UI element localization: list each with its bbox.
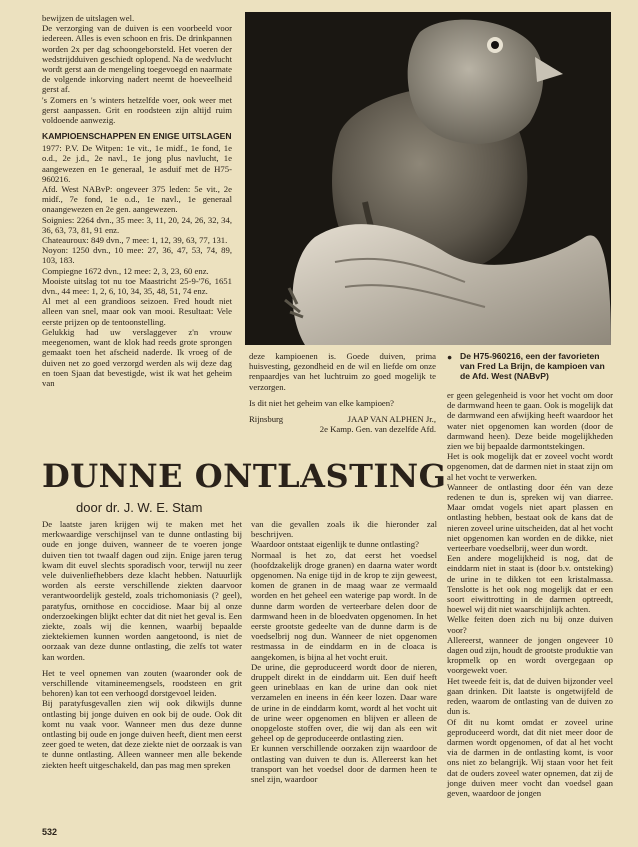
caption-text: De H75-960216, een der favorieten van Fred La Brijn, de kampioen van de Afd. West (NABvP) bbox=[460, 351, 605, 381]
article-paragraph: Het te veel opnemen van zouten (waaronder ook de verschillende vitamineemengsels, roodsteen en grit behoren) kan tot een verhoogd dorstgevoel leiden. bbox=[42, 667, 242, 699]
result-line: Chateauroux: 849 dvn., 7 mee: 1, 12, 39, 63, 77, 131. bbox=[42, 235, 228, 246]
article-column-3 bbox=[447, 390, 613, 842]
article-paragraph: Of dit nu komt omdat er zoveel urine geproduceerd wordt, dat dit niet meer door de darmen wordt opgenomen, of dat al het vocht via de darmen in de ontlasting komt, is voor ons niet zo belangrijk. Wij staan voor het feit dat de ouders zoveel water opnemen, dat zij de jonge duiven meer vocht dan voedsel gaan geven, waardoor de jongen bbox=[447, 716, 613, 798]
intro-paragraph: 's Zomers en 's winters hetzelfde voer, ook weer met gerst aanpassen. Grit en roodsteen zijn altijd ruim voldoende aanwezig. bbox=[42, 94, 232, 126]
article-column-1 bbox=[42, 519, 242, 824]
article-column-2 bbox=[251, 519, 437, 841]
top-left-column bbox=[42, 13, 232, 446]
result-line: Gelukkig had uw verslaggever z'n vrouw meegenomen, want de klok had reeds grote sprongen gemaakt toen het afscheid naderde. Ik vroeg of de duiven net zo goed verzorgd werden als wij deze dag en toen Sjaan dat bevestigde, wist ik wat het geheim van bbox=[42, 326, 232, 388]
result-line: Mooiste uitslag tot nu toe Maastricht 25-9-'76, 1651 dvn., 44 mee: 1, 2, 6, 10, 34, 35, 48, 51, 74 enz. bbox=[42, 275, 232, 297]
article-paragraph: van die gevallen zoals ik die hieronder zal beschrijven. bbox=[251, 519, 437, 540]
intro-paragraph: De verzorging van de duiven is een voorbeeld voor iedereen. Alles is even schoon en fris. De drinkpannen worden 2x per dag schoongeborsteld. Het voeren der wedstrijdduiven geschiedt oplopend. Na de wedvlucht wordt gerst aan de mengeling toegevoegd en naarmate de volgende inkorving nadert neemt de hoeveelheid gerst af. bbox=[42, 23, 232, 95]
result-line: Al met al een grandioos seizoen. Fred houdt niet alleen van snel, maar ook van mooi. Resultaat: Vele eerste prijzen op de tentoonstelling. bbox=[42, 296, 232, 327]
article-subheading: Waardoor ontstaat eigenlijk te dunne ontlasting? bbox=[251, 539, 419, 550]
article-byline: door dr. J. W. E. Stam bbox=[76, 500, 203, 515]
result-line: Compiegne 1672 dvn., 12 mee: 2, 3, 23, 60 enz. bbox=[42, 265, 209, 276]
article-paragraph: Welke feiten doen zich nu bij onze duiven voor? bbox=[447, 614, 613, 635]
article-paragraph: Er kunnen verschillende oorzaken zijn waardoor de ontlasting van duiven te dun is. Allereerst kan het transport van het voedsel door de darmen heen te snel zijn, waardoor bbox=[251, 743, 437, 785]
results-heading: KAMPIOENSCHAPPEN EN ENIGE UITSLAGEN bbox=[42, 131, 232, 142]
intro-paragraph: bewijzen de uitslagen wel. bbox=[42, 13, 135, 23]
closing-paragraph: deze kampioenen is. Goede duiven, prima huisvesting, gezondheid en de wil en liefde om onze renpaardjes van het luchtruim zo goed mogelijk te verzorgen. bbox=[249, 351, 436, 392]
article-paragraph: er geen gelegenheid is voor het vocht om door de darmwand heen te gaan. Ook is mogelijk dat de darmwand een afwijking heeft waardoor het water niet opgenomen kan worden (door de darmwand heen). Deze beide mogelijkheden zien we bij bepaalde darmontstekingen. bbox=[447, 390, 613, 452]
page-number: 532 bbox=[42, 827, 58, 837]
signature-place: Rijnsburg bbox=[249, 414, 284, 425]
signature-name: JAAP VAN ALPHEN Jr., bbox=[347, 414, 436, 425]
result-line: Afd. West NABvP: ongeveer 375 leden: 5e vit., 2e midf., 7e fond, 1e o.d., 1e navl., 1e generaal onaangewezen en 2e gen. aangewezen. bbox=[42, 184, 232, 215]
signature-title: 2e Kamp. Gen. van dezelfde Afd. bbox=[319, 424, 436, 435]
article-paragraph: Bij paratyfusgevallen zien wij ook dikwijls dunne ontlasting bij jonge duiven en ook bij de oude. Ook dit komt nu vaak voor. Wanneer men dus deze dunne ontlasting bij oude en jonge duiven heeft, dient men eerst zeer goed te weten, dat deze ziekte niet de oorzaak is van te dunne ontlasting. Alleen wanneer men alle bekende ziekten heeft uitgeschakeld, dan pas mag men spreken bbox=[42, 698, 242, 770]
article-paragraph: Normaal is het zo, dat eerst het voedsel (hoofdzakelijk droge granen) en daarna water wordt opgenomen. Na enige tijd in de krop te zijn geweest, komen de granen in de maag waar ze vermaald worden en het geheel een waterige pap wordt. In de dunne darm worden de verteerbare delen door de darmwand heen in de bloedvaten opgenomen. In het eerste grootste gedeelte van de dunne darm is de voedselbrij nog dun. Wanneer de niet opgenomen restmassa in de einddarm en in de cloaca is aangekomen, is bijna al het vocht eruit. bbox=[251, 549, 437, 662]
article-paragraph: Het tweede feit is, dat de duiven bijzonder veel gaan drinken. Dit laatste is ongetwijfeld de reden, waarom de ontlasting van de duiven zo dun is. bbox=[447, 675, 613, 717]
result-line: Noyon: 1250 dvn., 10 mee: 27, 36, 47, 53, 74, 89, 103, 183. bbox=[42, 245, 232, 266]
article-paragraph: De urine, die geproduceerd wordt door de nieren, druppelt direkt in de einddarm uit. Een duif heeft geen urineblaas en kan de urine dan ook niet verzamelen en ineens in één keer lozen. Daar ware de urine in de einddarm komt, wordt al het vocht uit de urine weer opgenomen en blijven er alleen de onopgeloste stoffen over, die wij dan als een wit geheel op de geproduceerde ontlasting zien. bbox=[251, 661, 437, 744]
signature-line bbox=[249, 414, 436, 424]
article-paragraph: De laatste jaren krijgen wij te maken met het merkwaardige verschijnsel van te dunne ontlasting bij oude en jonge duiven, wanneer de te voeren jonge duiven tien tot twaalf dagen oud zijn. Enige jaren terug kwam dit euvel slechts sporadisch voor, terwijl nu zeer vele duivenliefhebbers deze klacht hebben. Natuurlijk worden als eerste verschillende ziekten daarvoor verantwoordelijk gesteld, zoals trichomoniasis (? geel), paratyfus, ornithose en coccidiose. Maar bij al onze onderzoekingen blijkt echter dat dit niet het geval is. Een ziekte, zoals wij die kennen, waarbij bepaalde ziektekiemen kunnen worden aangetoond, is niet de oorzaak van deze dunne ontlasting, die zelfs tot water kan worden. bbox=[42, 519, 242, 662]
result-line: Soignies: 2264 dvn., 35 mee: 3, 11, 20, 24, 26, 32, 34, 36, 63, 73, 81, 91 enz. bbox=[42, 214, 232, 235]
article-title: DUNNE ONTLASTING bbox=[42, 457, 447, 495]
article-paragraph: Allereerst, wanneer de jongen ongeveer 10 dagen oud zijn, houdt de grootste produktie van kropmelk op en wordt overgegaan op voorgewekt voer. bbox=[447, 634, 613, 676]
bullet-icon: ● bbox=[447, 352, 453, 362]
article-paragraph: Een andere mogelijkheid is nog, dat de einddarm niet in staat is (door b.v. ontsteking) de urine in te dikken tot een kristalmassa. Tenslotte is het ook nog mogelijk dat er een soort eiwittrotting in de darmen optreedt, hoewel wij dit niet waarschijnlijk achten. bbox=[447, 553, 613, 615]
closing-question: Is dit niet het geheim van elke kampioen? bbox=[249, 397, 394, 408]
photo-caption bbox=[447, 351, 612, 381]
article-paragraph: Het is ook mogelijk dat er zoveel vocht wordt opgenomen, dat de darmen niet in staat zijn om al het vocht te verwerken. bbox=[447, 451, 613, 482]
article-paragraph: Wanneer de ontlasting door één van deze redenen te dun is, spreken wij van diarree. Maar omdat vogels niet apart plassen en ontlasting hebben, bestaat ook de kans dat de nieren zoveel urine uitscheiden, dat al het vocht niet opgenomen kan worden en de dikke, niet verteerbare voedselbrij, weer dun wordt. bbox=[447, 481, 613, 554]
middle-top-column bbox=[249, 351, 436, 443]
result-line: 1977: P.V. De Witpen: 1e vit., 1e midf., 1e fond, 1e o.d., 2e j.d., 2e navl., 1e jong plus navlucht, 1e aangewezen en 1e generaal, 1e asduif met de H75-960216. bbox=[42, 143, 232, 184]
pigeon-in-hand-illustration bbox=[245, 12, 611, 345]
pigeon-photo bbox=[245, 12, 611, 345]
